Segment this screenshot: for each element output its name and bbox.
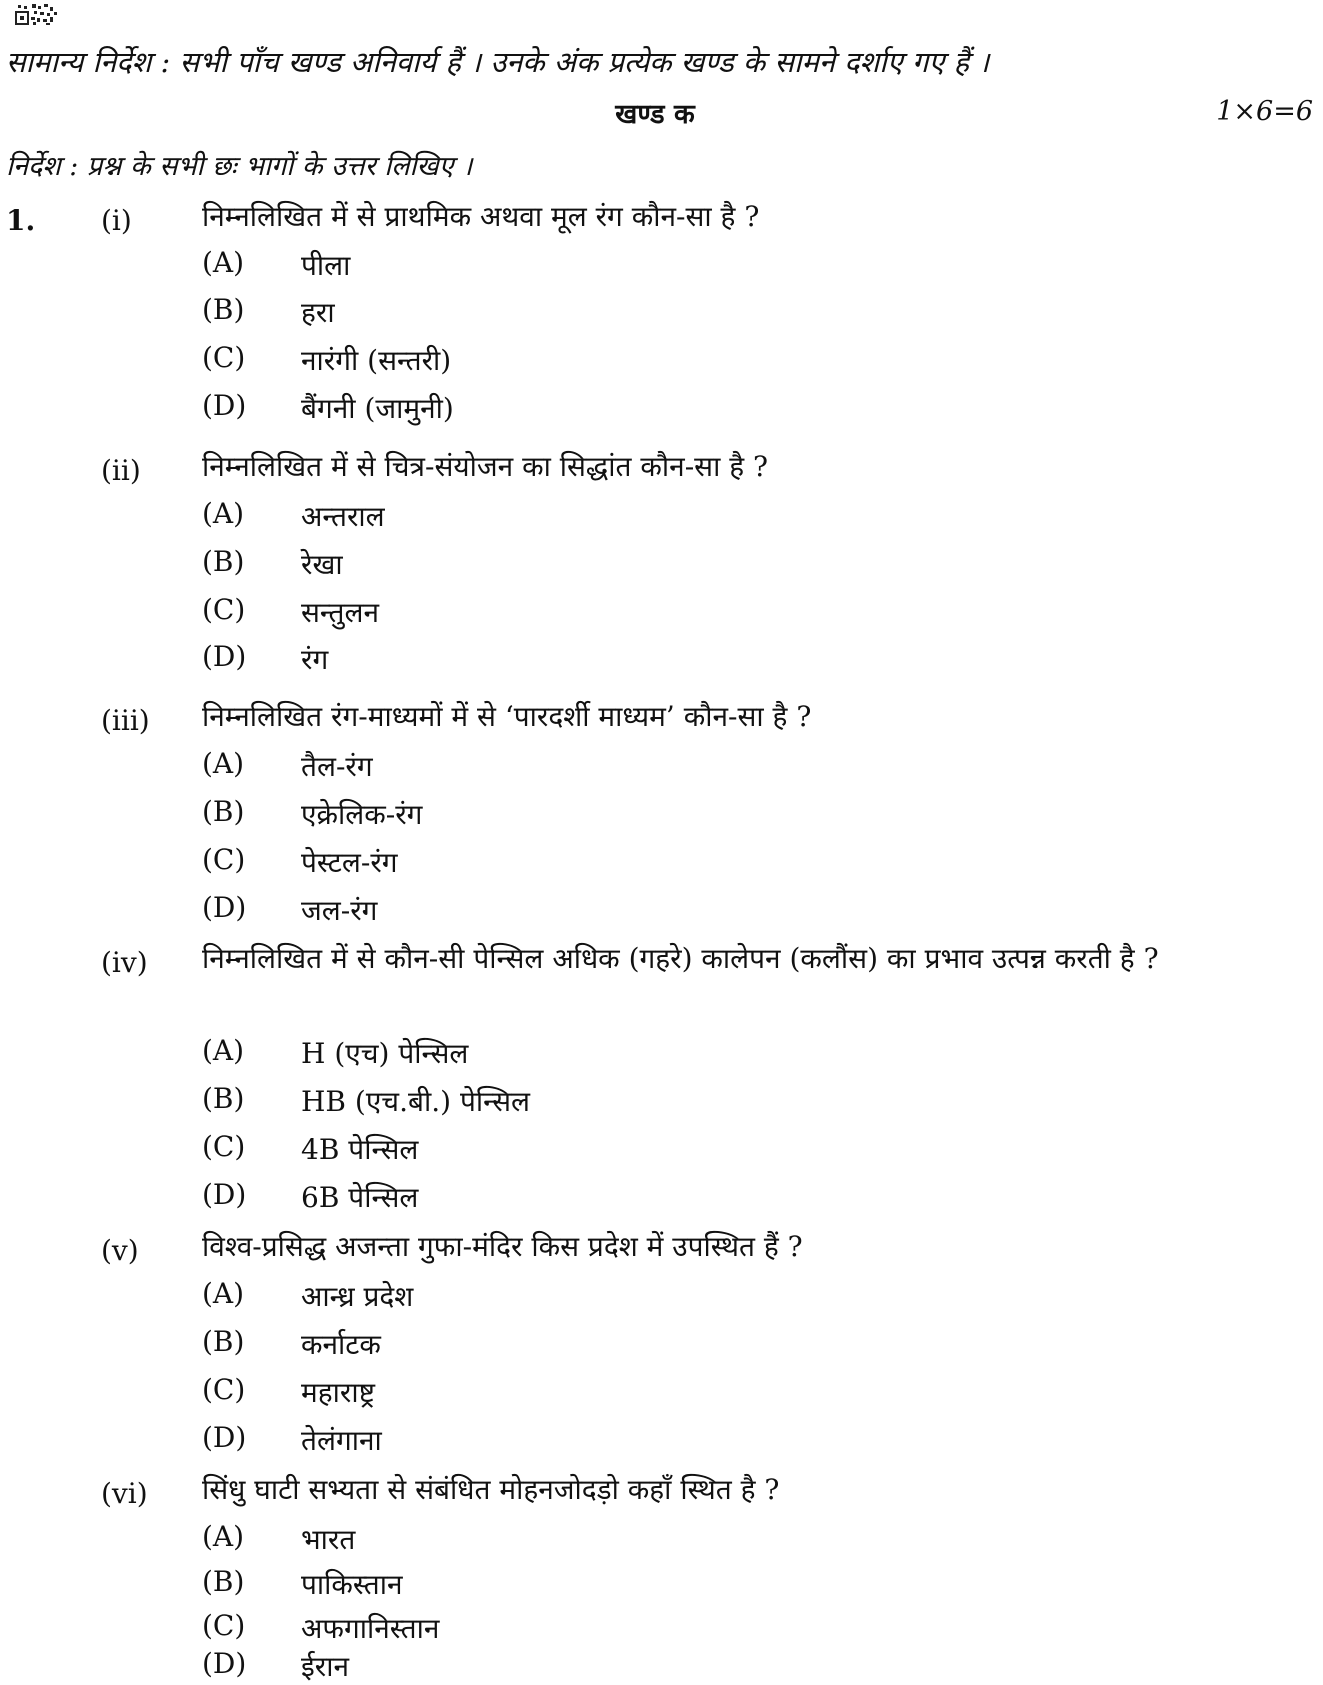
sub-question-text: निम्नलिखित में से चित्र-संयोजन का सिद्धांत कौन-सा है ?	[202, 450, 769, 483]
option-text: सन्तुलन	[301, 596, 380, 629]
option-text: आन्ध्र प्रदेश	[301, 1280, 414, 1313]
general-instructions: सामान्य निर्देश : सभी पाँच खण्ड अनिवार्य हैं । उनके अंक प्रत्येक खण्ड के सामने दर्शाए गए हैं ।	[6, 45, 990, 79]
option-text: पीला	[301, 249, 351, 282]
section-marks: 1×6=6	[1216, 96, 1313, 127]
sub-question-text: निम्नलिखित रंग-माध्यमों में से ‘पारदर्शी माध्यम’ कौन-सा है ?	[202, 700, 812, 733]
sub-question-text: सिंधु घाटी सभ्यता से संबंधित मोहनजोदड़ो कहाँ स्थित है ?	[202, 1473, 780, 1506]
option-text: रंग	[301, 643, 329, 676]
qr-code-icon	[6, 2, 62, 26]
option-text: H (एच) पेन्सिल	[301, 1037, 469, 1070]
option-text: तैल-रंग	[301, 750, 373, 783]
option-text: नारंगी (सन्तरी)	[301, 344, 452, 377]
option-text: पेस्टल-रंग	[301, 846, 398, 879]
option-text: अन्तराल	[301, 500, 385, 533]
option-text: एक्रेलिक-रंग	[301, 798, 423, 831]
sub-question-number: (vi)	[101, 1477, 148, 1510]
sub-question-text: विश्व-प्रसिद्ध अजन्ता गुफा-मंदिर किस प्रदेश में उपस्थित हैं ?	[202, 1230, 803, 1263]
option-label: (D)	[202, 389, 247, 422]
option-text: HB (एच.बी.) पेन्सिल	[301, 1085, 531, 1118]
option-label: (C)	[202, 1609, 246, 1642]
option-label: (A)	[202, 1034, 245, 1067]
option-text: पाकिस्तान	[301, 1568, 403, 1601]
option-text: ईरान	[301, 1650, 349, 1683]
option-label: (C)	[202, 341, 246, 374]
option-text: बैंगनी (जामुनी)	[301, 392, 454, 425]
option-text: 4B पेन्सिल	[301, 1133, 419, 1166]
option-label: (A)	[202, 1277, 245, 1310]
option-label: (C)	[202, 843, 246, 876]
option-label: (A)	[202, 1520, 245, 1553]
option-label: (A)	[202, 246, 245, 279]
sub-question-number: (iv)	[101, 946, 148, 979]
option-text: अफगानिस्तान	[301, 1612, 440, 1645]
sub-question-number: (iii)	[101, 704, 150, 737]
sub-question-text: निम्नलिखित में से कौन-सी पेन्सिल अधिक (गहरे) कालेपन (कलौंस) का प्रभाव उत्पन्न करती है ?	[202, 942, 1159, 975]
option-label: (B)	[202, 1325, 245, 1358]
option-label: (C)	[202, 1130, 246, 1163]
sub-question-number: (i)	[101, 204, 132, 237]
option-label: (D)	[202, 891, 247, 924]
option-label: (A)	[202, 497, 245, 530]
option-label: (B)	[202, 795, 245, 828]
sub-question-number: (v)	[101, 1234, 139, 1267]
section-directive: निर्देश : प्रश्न के सभी छः भागों के उत्तर लिखिए ।	[6, 151, 473, 182]
option-label: (B)	[202, 545, 245, 578]
option-label: (D)	[202, 640, 247, 673]
option-label: (B)	[202, 1082, 245, 1115]
option-text: महाराष्ट्र	[301, 1376, 375, 1409]
sub-question-number: (ii)	[101, 454, 141, 487]
option-label: (A)	[202, 747, 245, 780]
sub-question-text: निम्नलिखित में से प्राथमिक अथवा मूल रंग कौन-सा है ?	[202, 200, 760, 233]
option-text: तेलंगाना	[301, 1424, 382, 1457]
question-number: 1.	[6, 204, 36, 237]
option-label: (B)	[202, 1565, 245, 1598]
option-text: रेखा	[301, 548, 343, 581]
option-text: जल-रंग	[301, 894, 378, 927]
section-title: खण्ड क	[615, 99, 695, 130]
option-text: हरा	[301, 296, 335, 329]
option-label: (C)	[202, 593, 246, 626]
option-label: (D)	[202, 1178, 247, 1211]
option-label: (D)	[202, 1647, 247, 1680]
option-label: (D)	[202, 1421, 247, 1454]
option-label: (C)	[202, 1373, 246, 1406]
option-text: कर्नाटक	[301, 1328, 381, 1361]
option-text: 6B पेन्सिल	[301, 1181, 419, 1214]
option-text: भारत	[301, 1523, 356, 1556]
option-label: (B)	[202, 293, 245, 326]
